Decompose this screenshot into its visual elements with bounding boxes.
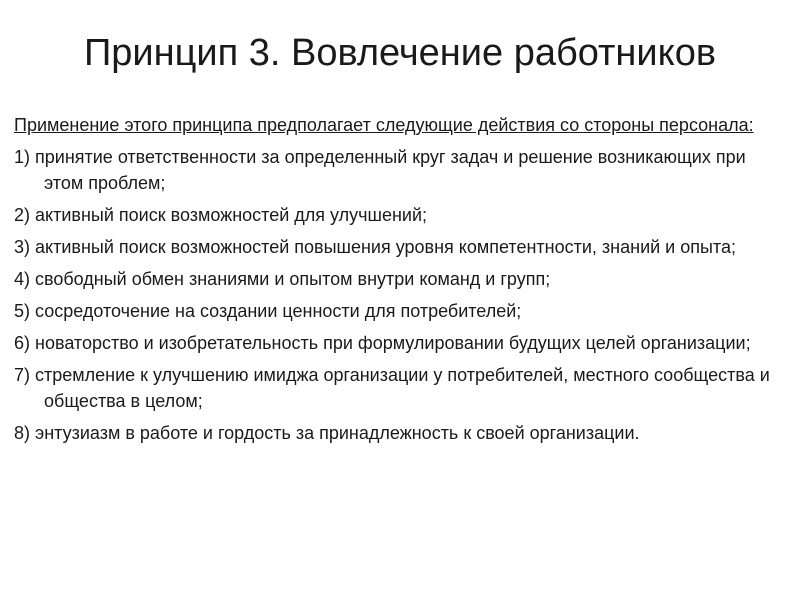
actions-list — [14, 144, 784, 446]
list-item: 8) энтузиазм в работе и гордость за принадлежность к своей организации. — [14, 423, 640, 443]
list-item: 3) активный поиск возможностей повышения уровня компетентности, знаний и опыта; — [14, 237, 736, 257]
list-item: 5) сосредоточение на создании ценности для потребителей; — [14, 301, 522, 321]
slide-title: Принцип 3. Вовлечение работников — [83, 32, 717, 74]
list-item: 1) принятие ответственности за определенный круг задач и решение возникающих при этом проблем; — [14, 147, 746, 193]
intro-text: Применение этого принципа предполагает следующие действия со стороны персонала: — [14, 115, 754, 135]
list-item: 4) свободный обмен знаниями и опытом внутри команд и групп; — [14, 269, 551, 289]
slide-body — [14, 112, 784, 452]
list-item: 6) новаторство и изобретательность при формулировании будущих целей организации; — [14, 333, 751, 353]
list-item: 2) активный поиск возможностей для улучшений; — [14, 205, 428, 225]
list-item: 7) стремление к улучшению имиджа организации у потребителей, местного сообщества и общества в целом; — [14, 365, 770, 411]
